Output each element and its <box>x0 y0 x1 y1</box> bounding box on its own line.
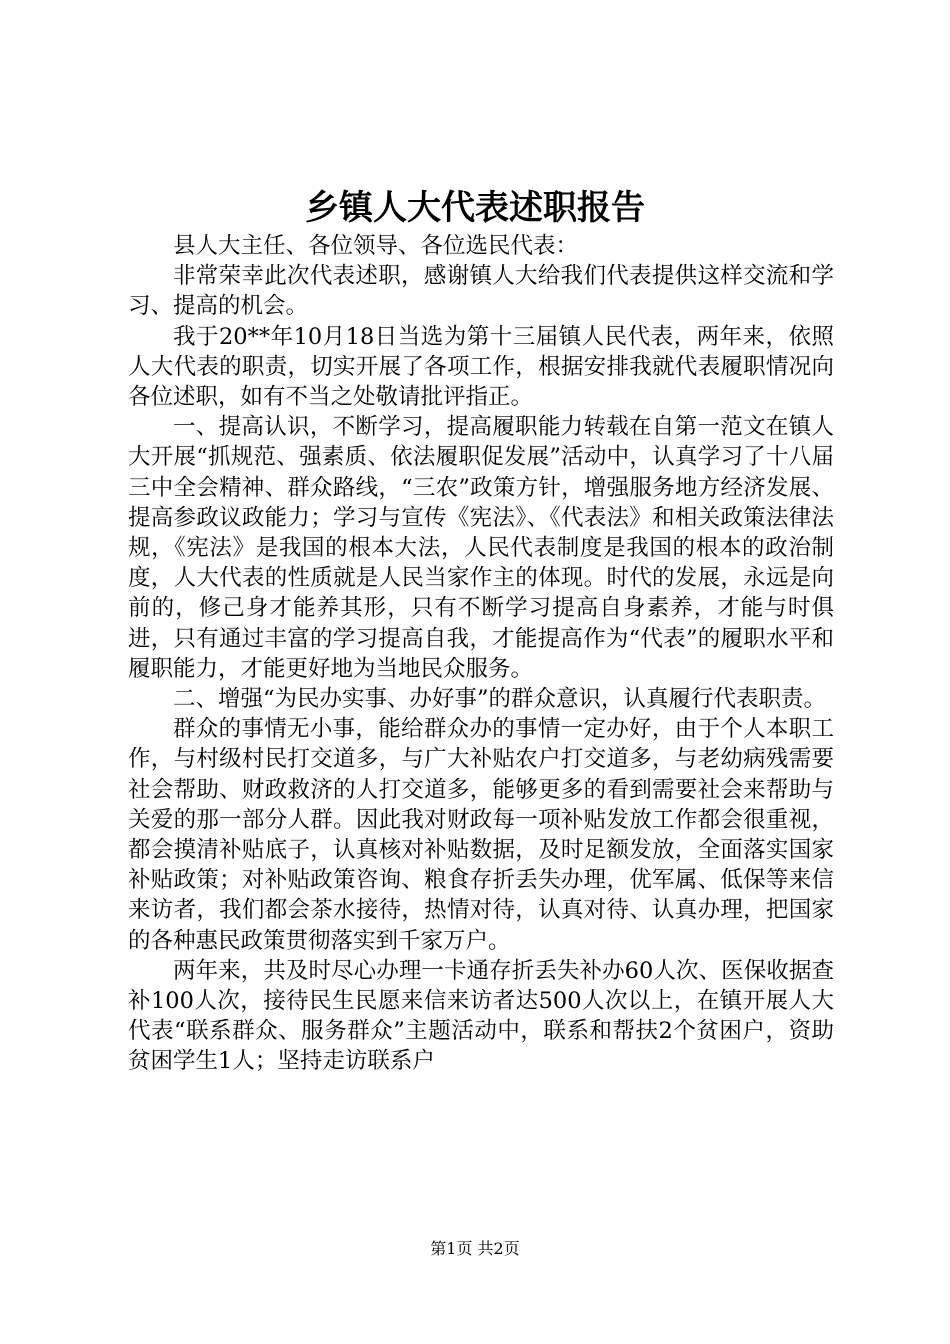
paragraph-introduction: 我于20**年10月18日当选为第十三届镇人民代表，两年来，依照人大代表的职责，切实开展了各项工作，根据安排我就代表履职情况向各位述职，如有不当之处敬请批评指正。 <box>128 323 834 411</box>
paragraph-salutation: 县人大主任、各位领导、各位选民代表： <box>173 233 579 259</box>
paragraph-section-two-body: 群众的事情无小事，能给群众办的事情一定办好，由于个人本职工作，与村级村民打交道多，与广大补贴农户打交道多，与老幼病残需要社会帮助、财政救济的人打交道多，能够更多的看到需要社会来帮助与关爱的那一部分人群。因此我对财政每一项补贴发放工作都会很重视，都会摸清补贴底子，认真核对补贴数据，及时足额发放，全面落实国家补贴政策；对补贴政策咨询、粮食存折丢失办理，优军属、低保等来信来访者，我们都会茶水接待，热情对待，认真对待、认真办理，把国家的各种惠民政策贯彻落实到千家万户。 <box>128 716 834 954</box>
document-body <box>128 231 834 1077</box>
paragraph-section-two-heading: 二、增强“为民办实事、办好事”的群众意识，认真履行代表职责。 <box>173 686 827 713</box>
document-title: 乡镇人大代表述职报告 <box>305 188 645 228</box>
paragraph-section-one: 一、提高认识，不断学习，提高履职能力转载在自第一范文在镇人大开展“抓规范、强素质、依法履职促发展”活动中，认真学习了十八届三中全会精神、群众路线，“三农”政策方针，增强服务地方经济发展、提高参政议政能力；学习与宣传《宪法》、《代表法》和相关政策法律法规，《宪法》是我国的根本大法，人民代表制度是我国的根本的政治制度，人大代表的性质就是人民当家作主的体现。时代的发展，永远是向前的，修己身才能养其形，只有不断学习提高自身素养，才能与时俱进，只有通过丰富的学习提高自我，才能提高作为“代表”的履职水平和履职能力，才能更好地为当地民众服务。 <box>128 414 834 682</box>
page-footer: 第1页 共2页 <box>430 1239 520 1258</box>
paragraph-achievements: 两年来，共及时尽心办理一卡通存折丢失补办60人次、医保收据查补100人次，接待民生民愿来信来访者达500人次以上，在镇开展人大代表“联系群众、服务群众”主题活动中，联系和帮扶2个贫困户，资助贫困学生1人；坚持走访联系户 <box>128 957 834 1075</box>
paragraph-opening: 非常荣幸此次代表述职，感谢镇人大给我们代表提供这样交流和学习、提高的机会。 <box>128 263 834 320</box>
